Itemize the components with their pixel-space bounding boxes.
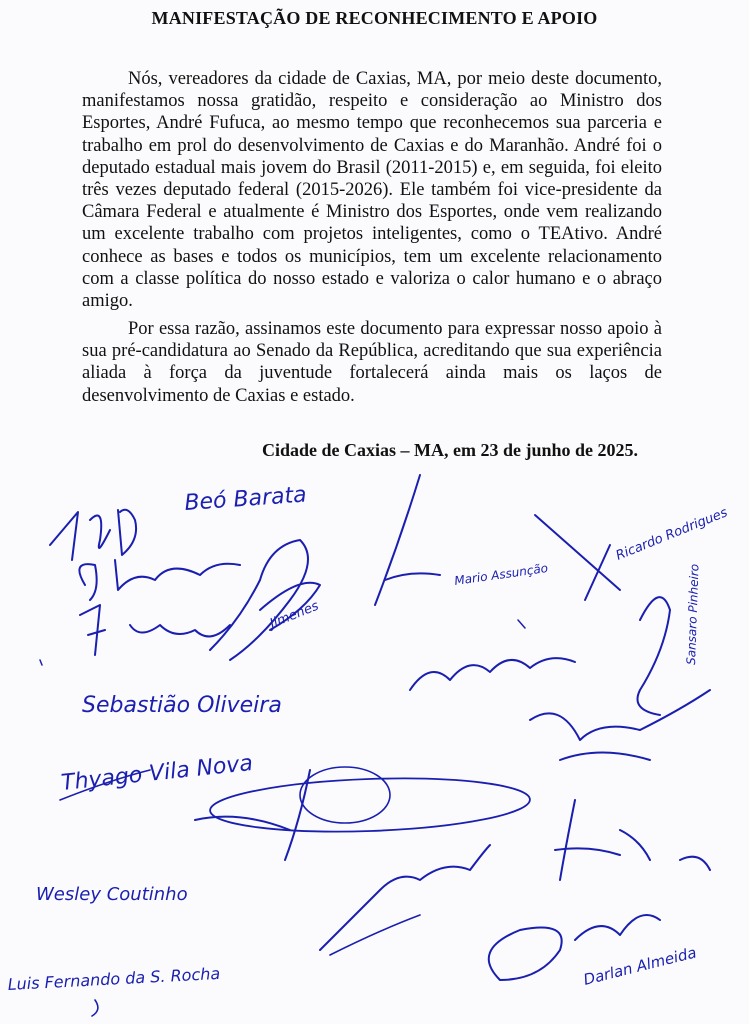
signature-label: Darlan Almeida: [581, 943, 699, 989]
signature-wesley-coutinho: [36, 884, 188, 905]
signature-ricardo-rodrigues: [535, 505, 730, 600]
signature-center-stroke: [375, 475, 440, 605]
paragraph-1: [82, 68, 662, 312]
signature-label: Jimenes: [267, 598, 321, 632]
signature-label: Luis Fernando da S. Rocha: [7, 963, 221, 994]
signature-large-loop: [195, 767, 531, 860]
paragraph-2: [82, 318, 662, 407]
signature-mario-assuncao: [453, 561, 548, 588]
signature-bottom-center: [320, 845, 490, 955]
signature-label: Mario Assunção: [453, 560, 549, 588]
signature-sansaro-pinheiro: [638, 564, 702, 715]
paragraph-2-text: Por essa razão, assinamos este documento para expressar nosso apoio à sua pré-candidatura ao Senado da República, acreditando que sua experiência aliada à força da juventude fortalecerá ainda mais os laços de desenvolvimento de Caxias e estado.: [82, 319, 662, 406]
signature-luis-fernando: [7, 964, 220, 1016]
signature-label: Sebastião Oliveira: [82, 693, 282, 718]
signature-vertical: [555, 800, 650, 880]
signature-label: Wesley Coutinho: [36, 884, 188, 905]
signature-jimenes: [210, 540, 321, 660]
ink-mark: [40, 660, 42, 665]
signature-beo-barata: [184, 483, 308, 516]
dateline: Cidade de Caxias – MA, em 23 de junho de 2025.: [262, 440, 639, 460]
signature-darlan-almeida: [489, 857, 710, 989]
signature-sebastiao-oliveira: [82, 693, 282, 718]
signature-label: Beó Barata: [183, 482, 308, 516]
signature-label: Ricardo Rodrigues: [613, 505, 730, 564]
ink-mark: [518, 620, 525, 628]
signature-thyago-vila-nova: [60, 751, 254, 800]
document-title: MANIFESTAÇÃO DE RECONHECIMENTO E APOIO: [151, 8, 598, 28]
signature-label: Sansaro Pinheiro: [684, 563, 702, 666]
signature-initials: [50, 510, 136, 560]
signature-scribble-2: [79, 560, 240, 600]
paragraph-1-text: Nós, vereadores da cidade de Caxias, MA, por meio deste documento, manifestamos nossa gratidão, respeito e consideração ao Ministro dos Esportes, André Fufuca, ao mesmo tempo que reconhecemos sua parceria e trabalho em prol do desenvolvimento de Caxias e do Maranhão. André foi o deputado estadual mais jovem do Brasil (2011-2015) e, em seguida, foi eleito três vezes deputado federal (2015-2026). Ele também foi vice-presidente da Câmara Federal e atualmente é Ministro dos Esportes, onde vem realizando um excelente trabalho com projetos inteligentes, como o TEAtivo. André conhece as bases e todos os municípios, tem um excelente relacionamento com a classe política do nosso estado e valoriza o calor humano e o abraço amigo.: [82, 69, 662, 312]
signature-right-scribble: [530, 690, 710, 760]
signature-nelzir: [80, 605, 230, 655]
signature-label: Thyago Vila Nova: [60, 750, 255, 796]
signature-middle-right: [410, 658, 575, 690]
